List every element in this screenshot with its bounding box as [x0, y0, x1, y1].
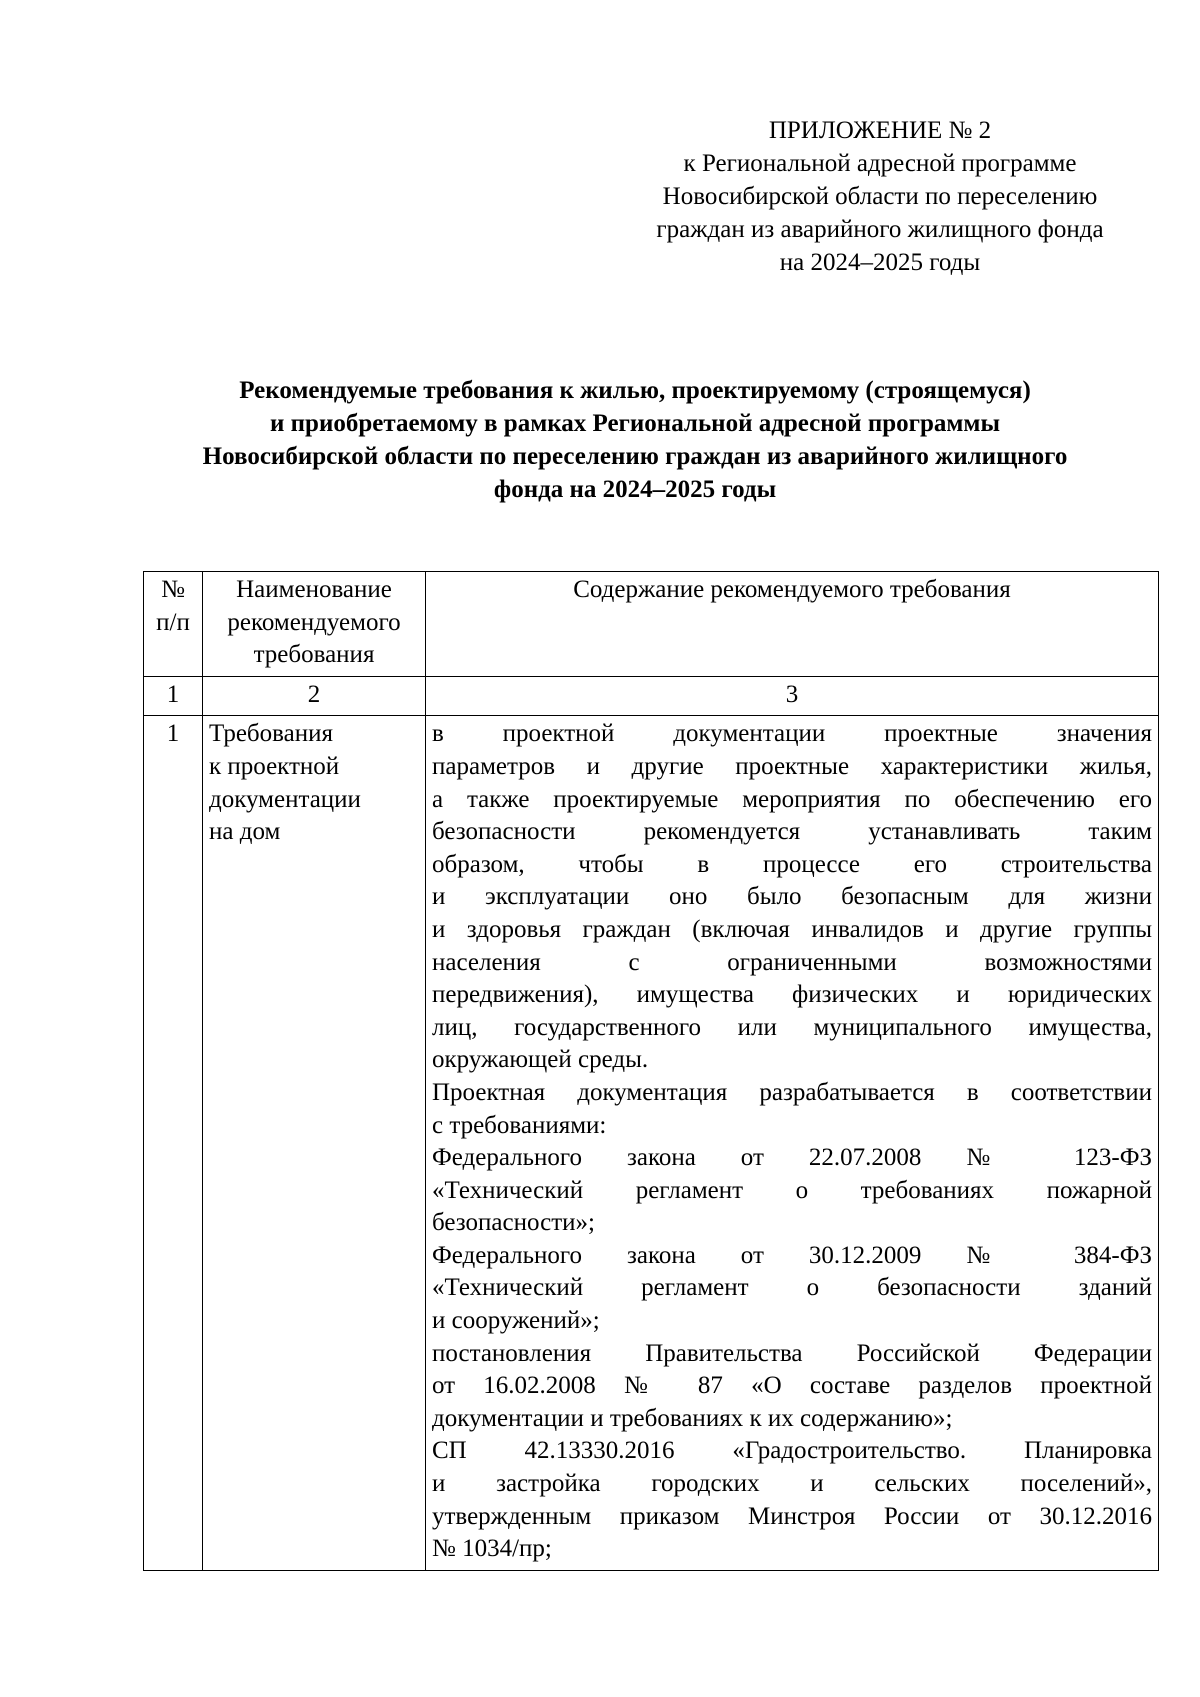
title-line: фонда на 2024–2025 годы: [493, 476, 777, 503]
requirement-content-line: окружающей среды.: [432, 1046, 649, 1074]
requirement-content-line: постановления Правительства Российской Федерации: [432, 1339, 1152, 1367]
requirement-name-line: на дом: [209, 818, 281, 846]
requirement-content-line: Федерального закона от 30.12.2009 № 384-ФЗ: [432, 1241, 1152, 1269]
appendix-line: на 2024–2025 годы: [779, 249, 981, 276]
column-number: 2: [203, 676, 426, 716]
requirement-content-line: № 1034/пр;: [432, 1535, 552, 1563]
header-name-line: требования: [253, 641, 375, 669]
requirement-content-line: в проектной документации проектные значения: [432, 720, 1152, 748]
requirement-content-line: безопасности»;: [432, 1209, 595, 1237]
appendix-header: [620, 114, 1140, 279]
row-number: 1: [144, 716, 203, 1570]
document-title: [120, 374, 1150, 506]
header-name: [203, 572, 426, 677]
requirement-content-line: образом, чтобы в процессе его строительства: [432, 850, 1152, 878]
requirement-content-line: «Технический регламент о требованиях пожарной: [432, 1176, 1152, 1204]
column-number: 1: [144, 676, 203, 716]
header-num: [144, 572, 203, 677]
requirement-content: [426, 716, 1159, 1570]
requirement-name-line: к проектной: [209, 752, 340, 780]
requirement-content-line: безопасности рекомендуется устанавливать таким: [432, 818, 1152, 846]
column-number: 3: [426, 676, 1159, 716]
requirement-name-line: документации: [209, 785, 361, 813]
requirement-name-line: Требования: [209, 720, 333, 748]
requirement-content-line: населения с ограниченными возможностями: [432, 948, 1152, 976]
appendix-line: граждан из аварийного жилищного фонда: [656, 216, 1104, 243]
requirement-content-line: и здоровья граждан (включая инвалидов и другие группы: [432, 915, 1152, 943]
header-name-line: рекомендуемого: [227, 608, 401, 636]
requirement-content-line: а также проектируемые мероприятия по обеспечению его: [432, 785, 1152, 813]
requirement-content-line: и застройка городских и сельских поселений»,: [432, 1470, 1152, 1498]
requirements-table: [143, 571, 1159, 1571]
header-num-line: №: [161, 576, 185, 603]
requirement-content-line: Федерального закона от 22.07.2008 № 123-ФЗ: [432, 1144, 1152, 1172]
table-header-row: [144, 572, 1159, 677]
requirement-content-line: передвижения), имущества физических и юридических: [432, 981, 1152, 1009]
header-content: Содержание рекомендуемого требования: [426, 572, 1159, 677]
column-number-row: [144, 676, 1159, 716]
requirement-content-line: параметров и другие проектные характеристики жилья,: [432, 752, 1152, 780]
requirement-name: [203, 716, 426, 1570]
requirement-content-line: с требованиями:: [432, 1111, 607, 1139]
requirement-content-line: и эксплуатации оно было безопасным для жизни: [432, 883, 1152, 911]
appendix-line: Новосибирской области по переселению: [662, 183, 1098, 210]
appendix-line: к Региональной адресной программе: [683, 150, 1077, 177]
requirement-content-line: «Технический регламент о безопасности зданий: [432, 1274, 1152, 1302]
header-num-line: п/п: [156, 608, 190, 636]
requirement-content-line: от 16.02.2008 № 87 «О составе разделов проектной: [432, 1372, 1152, 1400]
requirement-content-line: и сооружений»;: [432, 1307, 600, 1335]
requirement-content-line: утвержденным приказом Минстроя России от 30.12.2016: [432, 1502, 1152, 1530]
requirement-content-line: лиц, государственного или муниципального имущества,: [432, 1013, 1152, 1041]
title-line: Новосибирской области по переселению граждан из аварийного жилищного: [202, 443, 1068, 470]
header-name-line: Наименование: [236, 576, 392, 603]
requirement-content-line: документации и требованиях к их содержанию»;: [432, 1404, 953, 1432]
appendix-line: ПРИЛОЖЕНИЕ № 2: [768, 117, 992, 144]
title-line: Рекомендуемые требования к жилью, проектируемому (строящемуся): [239, 377, 1031, 404]
requirement-content-line: СП 42.13330.2016 «Градостроительство. Планировка: [432, 1437, 1152, 1465]
requirement-content-line: Проектная документация разрабатывается в соответствии: [432, 1078, 1152, 1106]
title-line: и приобретаемому в рамках Региональной адресной программы: [270, 410, 1000, 437]
table-row: [144, 716, 1159, 1570]
